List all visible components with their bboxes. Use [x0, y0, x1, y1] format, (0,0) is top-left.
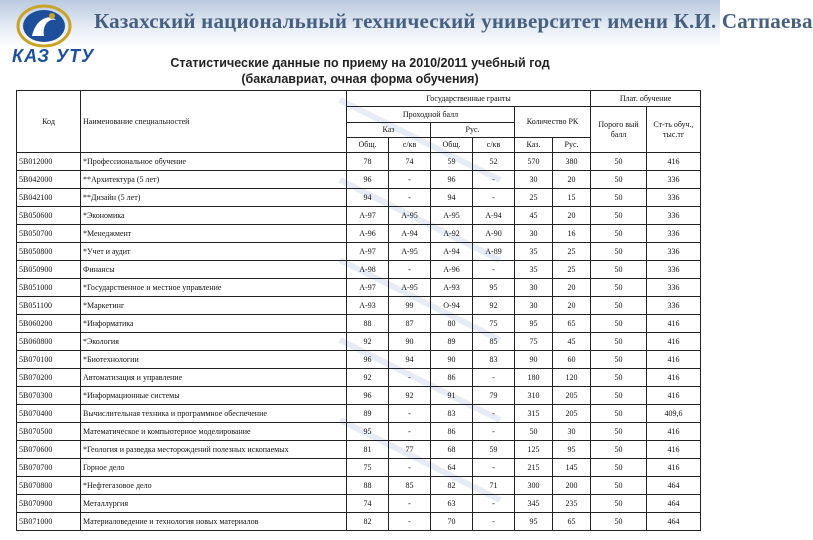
cell-q-kaz: 315 [515, 405, 553, 423]
cell-k-gen: 82 [347, 513, 389, 531]
header-kaz-rural: с/кв [389, 138, 431, 153]
cell-code: 5B050900 [17, 261, 81, 279]
cell-r-rur: 92 [473, 297, 515, 315]
kaz-utu-logo: КАЗ УТУ [12, 46, 95, 66]
cell-q-kaz: 180 [515, 369, 553, 387]
cell-r-gen: 89 [431, 333, 473, 351]
header-rus-rural: с/кв [473, 138, 515, 153]
cell-name: Финансы [81, 261, 347, 279]
cell-name: Вычислительная техника и программное обеспечение [81, 405, 347, 423]
table-row [17, 477, 701, 495]
cell-cost: 464 [647, 477, 701, 495]
cell-code: 5B050700 [17, 225, 81, 243]
cell-r-gen: 80 [431, 315, 473, 333]
cell-k-gen: 96 [347, 387, 389, 405]
cell-k-gen: А-97 [347, 243, 389, 261]
cell-k-gen: А-93 [347, 297, 389, 315]
cell-name: *Маркетинг [81, 297, 347, 315]
cell-code: 5B042000 [17, 171, 81, 189]
cell-k-rur: - [389, 423, 431, 441]
cell-threshold: 50 [591, 279, 647, 297]
table-row [17, 495, 701, 513]
cell-threshold: 50 [591, 513, 647, 531]
cell-q-rus: 95 [553, 441, 591, 459]
cell-code: 5B012000 [17, 153, 81, 171]
cell-r-rur: - [473, 459, 515, 477]
cell-q-kaz: 45 [515, 207, 553, 225]
table-row [17, 351, 701, 369]
cell-cost: 416 [647, 387, 701, 405]
cell-name: Математическое и компьютерное моделирование [81, 423, 347, 441]
cell-k-gen: 74 [347, 495, 389, 513]
cell-r-gen: 64 [431, 459, 473, 477]
cell-k-rur: - [389, 495, 431, 513]
cell-threshold: 50 [591, 477, 647, 495]
cell-threshold: 50 [591, 423, 647, 441]
cell-cost: 409,6 [647, 405, 701, 423]
header-quota-kaz: Каз. [515, 138, 553, 153]
header-paid: Плат. обучение [591, 91, 701, 107]
cell-code: 5B060800 [17, 333, 81, 351]
cell-r-gen: А-94 [431, 243, 473, 261]
cell-q-rus: 65 [553, 315, 591, 333]
cell-q-kaz: 345 [515, 495, 553, 513]
university-name: Казахский национальный технический университет имени К.И. Сатпаева [94, 9, 813, 33]
table-row [17, 261, 701, 279]
cell-cost: 336 [647, 279, 701, 297]
cell-r-rur: 85 [473, 333, 515, 351]
table-row [17, 387, 701, 405]
cell-name: **Дизайн (5 лет) [81, 189, 347, 207]
cell-k-rur: - [389, 459, 431, 477]
cell-threshold: 50 [591, 315, 647, 333]
cell-name: *Биотехнологии [81, 351, 347, 369]
header-threshold: Порого вый балл [591, 107, 647, 153]
cell-cost: 336 [647, 225, 701, 243]
cell-q-kaz: 90 [515, 351, 553, 369]
cell-cost: 416 [647, 369, 701, 387]
cell-q-kaz: 35 [515, 261, 553, 279]
cell-threshold: 50 [591, 459, 647, 477]
cell-r-rur: 52 [473, 153, 515, 171]
header-passing-score: Проходной балл [347, 107, 515, 123]
header-quota-rus: Рус. [553, 138, 591, 153]
cell-r-gen: О-94 [431, 297, 473, 315]
table-row [17, 243, 701, 261]
cell-cost: 416 [647, 441, 701, 459]
cell-cost: 416 [647, 315, 701, 333]
cell-k-gen: 96 [347, 171, 389, 189]
cell-k-gen: А-98 [347, 261, 389, 279]
cell-r-gen: А-92 [431, 225, 473, 243]
cell-code: 5B070500 [17, 423, 81, 441]
cell-name: Автоматизация и управление [81, 369, 347, 387]
cell-r-rur: 79 [473, 387, 515, 405]
cell-name: *Экология [81, 333, 347, 351]
cell-q-rus: 25 [553, 261, 591, 279]
cell-k-gen: 92 [347, 369, 389, 387]
table-row [17, 405, 701, 423]
cell-q-kaz: 310 [515, 387, 553, 405]
cell-code: 5B070600 [17, 441, 81, 459]
cell-cost: 336 [647, 297, 701, 315]
cell-code: 5B060200 [17, 315, 81, 333]
cell-r-gen: 59 [431, 153, 473, 171]
cell-r-rur: - [473, 171, 515, 189]
cell-name: *Информатика [81, 315, 347, 333]
cell-threshold: 50 [591, 261, 647, 279]
cell-r-rur: - [473, 495, 515, 513]
table-row [17, 297, 701, 315]
cell-k-gen: А-96 [347, 225, 389, 243]
cell-threshold: 50 [591, 351, 647, 369]
cell-cost: 336 [647, 261, 701, 279]
cell-k-rur: - [389, 369, 431, 387]
cell-q-rus: 205 [553, 387, 591, 405]
cell-r-gen: 91 [431, 387, 473, 405]
table-row [17, 153, 701, 171]
cell-r-gen: 86 [431, 369, 473, 387]
cell-q-rus: 25 [553, 243, 591, 261]
cell-r-rur: 95 [473, 279, 515, 297]
cell-q-rus: 16 [553, 225, 591, 243]
cell-name: Материаловедение и технология новых материалов [81, 513, 347, 531]
table-row [17, 225, 701, 243]
cell-q-kaz: 95 [515, 513, 553, 531]
cell-r-gen: 68 [431, 441, 473, 459]
table-row [17, 333, 701, 351]
cell-k-gen: 95 [347, 423, 389, 441]
cell-name: *Информационные системы [81, 387, 347, 405]
cell-code: 5B070800 [17, 477, 81, 495]
cell-threshold: 50 [591, 297, 647, 315]
cell-k-rur: 99 [389, 297, 431, 315]
cell-q-kaz: 30 [515, 297, 553, 315]
cell-name: Металлургия [81, 495, 347, 513]
cell-k-rur: - [389, 189, 431, 207]
cell-name: **Архитектура (5 лет) [81, 171, 347, 189]
header-kaz: Каз [347, 123, 431, 138]
cell-code: 5B050800 [17, 243, 81, 261]
cell-k-rur: 94 [389, 351, 431, 369]
cell-k-rur: 74 [389, 153, 431, 171]
cell-cost: 464 [647, 495, 701, 513]
table-row [17, 189, 701, 207]
cell-r-rur: - [473, 189, 515, 207]
cell-threshold: 50 [591, 333, 647, 351]
cell-cost: 416 [647, 153, 701, 171]
cell-q-rus: 15 [553, 189, 591, 207]
cell-q-kaz: 570 [515, 153, 553, 171]
cell-r-gen: А-95 [431, 207, 473, 225]
cell-k-rur: 77 [389, 441, 431, 459]
cell-k-rur: - [389, 513, 431, 531]
cell-threshold: 50 [591, 387, 647, 405]
admission-statistics-table [16, 90, 701, 531]
cell-q-rus: 205 [553, 405, 591, 423]
cell-r-rur: 59 [473, 441, 515, 459]
cell-k-gen: А-97 [347, 279, 389, 297]
cell-k-gen: 92 [347, 333, 389, 351]
page-title-line2: (бакалавриат, очная форма обучения) [241, 72, 479, 86]
cell-r-gen: 70 [431, 513, 473, 531]
cell-k-gen: 89 [347, 405, 389, 423]
cell-r-rur: А-94 [473, 207, 515, 225]
cell-cost: 416 [647, 423, 701, 441]
cell-q-rus: 60 [553, 351, 591, 369]
cell-threshold: 50 [591, 171, 647, 189]
cell-k-rur: - [389, 171, 431, 189]
table-row [17, 315, 701, 333]
cell-q-rus: 45 [553, 333, 591, 351]
cell-r-rur: 71 [473, 477, 515, 495]
cell-code: 5B051100 [17, 297, 81, 315]
cell-k-rur: 92 [389, 387, 431, 405]
cell-q-kaz: 95 [515, 315, 553, 333]
header-rus-general: Общ. [431, 138, 473, 153]
cell-name: *Экономика [81, 207, 347, 225]
cell-r-rur: А-89 [473, 243, 515, 261]
cell-q-kaz: 25 [515, 189, 553, 207]
cell-threshold: 50 [591, 495, 647, 513]
cell-code: 5B070300 [17, 387, 81, 405]
cell-code: 5B071000 [17, 513, 81, 531]
cell-q-rus: 30 [553, 423, 591, 441]
cell-k-rur: А-95 [389, 243, 431, 261]
cell-k-rur: 85 [389, 477, 431, 495]
cell-q-kaz: 75 [515, 333, 553, 351]
cell-k-rur: А-95 [389, 207, 431, 225]
cell-r-gen: А-96 [431, 261, 473, 279]
cell-name: *Учет и аудит [81, 243, 347, 261]
cell-code: 5B070900 [17, 495, 81, 513]
cell-k-gen: 88 [347, 477, 389, 495]
cell-r-gen: 63 [431, 495, 473, 513]
cell-r-rur: - [473, 369, 515, 387]
cell-threshold: 50 [591, 207, 647, 225]
cell-threshold: 50 [591, 405, 647, 423]
cell-cost: 336 [647, 243, 701, 261]
table-row [17, 423, 701, 441]
cell-q-kaz: 50 [515, 423, 553, 441]
cell-q-kaz: 30 [515, 225, 553, 243]
cell-r-gen: 96 [431, 171, 473, 189]
cell-code: 5B051000 [17, 279, 81, 297]
cell-r-rur: - [473, 423, 515, 441]
cell-name: *Нефтегазовое дело [81, 477, 347, 495]
cell-r-gen: 94 [431, 189, 473, 207]
cell-k-rur: А-95 [389, 279, 431, 297]
header-state-grants: Государственные гранты [347, 91, 591, 107]
cell-r-gen: А-93 [431, 279, 473, 297]
cell-name: *Менеджмент [81, 225, 347, 243]
cell-name: *Государственное и местное управление [81, 279, 347, 297]
cell-k-rur: А-94 [389, 225, 431, 243]
cell-threshold: 50 [591, 153, 647, 171]
header-name: Наименование специальностей [81, 91, 347, 153]
cell-name: *Профессиональное обучение [81, 153, 347, 171]
cell-k-rur: - [389, 405, 431, 423]
cell-q-rus: 120 [553, 369, 591, 387]
cell-k-gen: 96 [347, 351, 389, 369]
cell-k-rur: 87 [389, 315, 431, 333]
cell-q-rus: 145 [553, 459, 591, 477]
cell-q-kaz: 125 [515, 441, 553, 459]
header-rus: Рус. [431, 123, 515, 138]
cell-r-gen: 90 [431, 351, 473, 369]
cell-q-rus: 380 [553, 153, 591, 171]
cell-r-gen: 86 [431, 423, 473, 441]
table-row [17, 369, 701, 387]
cell-threshold: 50 [591, 189, 647, 207]
table-row [17, 513, 701, 531]
page-title-line1: Статистические данные по приему на 2010/2011 учебный год [170, 56, 550, 70]
cell-cost: 464 [647, 513, 701, 531]
cell-code: 5B050600 [17, 207, 81, 225]
table-row [17, 171, 701, 189]
cell-q-rus: 235 [553, 495, 591, 513]
cell-q-rus: 65 [553, 513, 591, 531]
cell-cost: 416 [647, 351, 701, 369]
cell-k-rur: - [389, 261, 431, 279]
cell-code: 5B070400 [17, 405, 81, 423]
cell-threshold: 50 [591, 369, 647, 387]
cell-q-kaz: 30 [515, 171, 553, 189]
cell-r-rur: - [473, 261, 515, 279]
cell-r-gen: 83 [431, 405, 473, 423]
cell-q-kaz: 215 [515, 459, 553, 477]
cell-k-gen: 88 [347, 315, 389, 333]
header-kaz-general: Общ. [347, 138, 389, 153]
cell-q-rus: 20 [553, 207, 591, 225]
cell-threshold: 50 [591, 225, 647, 243]
cell-r-rur: А-90 [473, 225, 515, 243]
cell-cost: 336 [647, 189, 701, 207]
cell-code: 5B042100 [17, 189, 81, 207]
cell-r-rur: 75 [473, 315, 515, 333]
cell-k-rur: 90 [389, 333, 431, 351]
cell-r-gen: 82 [431, 477, 473, 495]
header-code: Код [17, 91, 81, 153]
cell-name: Горное дело [81, 459, 347, 477]
cell-q-kaz: 300 [515, 477, 553, 495]
table-row [17, 279, 701, 297]
cell-k-gen: 94 [347, 189, 389, 207]
cell-r-rur: - [473, 513, 515, 531]
cell-k-gen: 78 [347, 153, 389, 171]
cell-name: *Геология и разведка месторождений полезных ископаемых [81, 441, 347, 459]
cell-q-kaz: 35 [515, 243, 553, 261]
cell-k-gen: 81 [347, 441, 389, 459]
cell-q-rus: 200 [553, 477, 591, 495]
header-quota-rk: Количество РК [515, 107, 591, 138]
cell-q-rus: 20 [553, 279, 591, 297]
table-row [17, 459, 701, 477]
cell-threshold: 50 [591, 243, 647, 261]
cell-code: 5B070100 [17, 351, 81, 369]
cell-code: 5B070200 [17, 369, 81, 387]
cell-cost: 416 [647, 459, 701, 477]
table-row [17, 207, 701, 225]
cell-cost: 336 [647, 171, 701, 189]
header-cost: Ст-ть обуч., тыс.тг [647, 107, 701, 153]
cell-code: 5B070700 [17, 459, 81, 477]
cell-r-rur: 83 [473, 351, 515, 369]
cell-q-rus: 20 [553, 171, 591, 189]
cell-cost: 336 [647, 207, 701, 225]
cell-k-gen: А-97 [347, 207, 389, 225]
cell-r-rur: - [473, 405, 515, 423]
cell-k-gen: 75 [347, 459, 389, 477]
cell-q-rus: 20 [553, 297, 591, 315]
cell-threshold: 50 [591, 441, 647, 459]
cell-q-kaz: 30 [515, 279, 553, 297]
table-row [17, 441, 701, 459]
cell-cost: 416 [647, 333, 701, 351]
